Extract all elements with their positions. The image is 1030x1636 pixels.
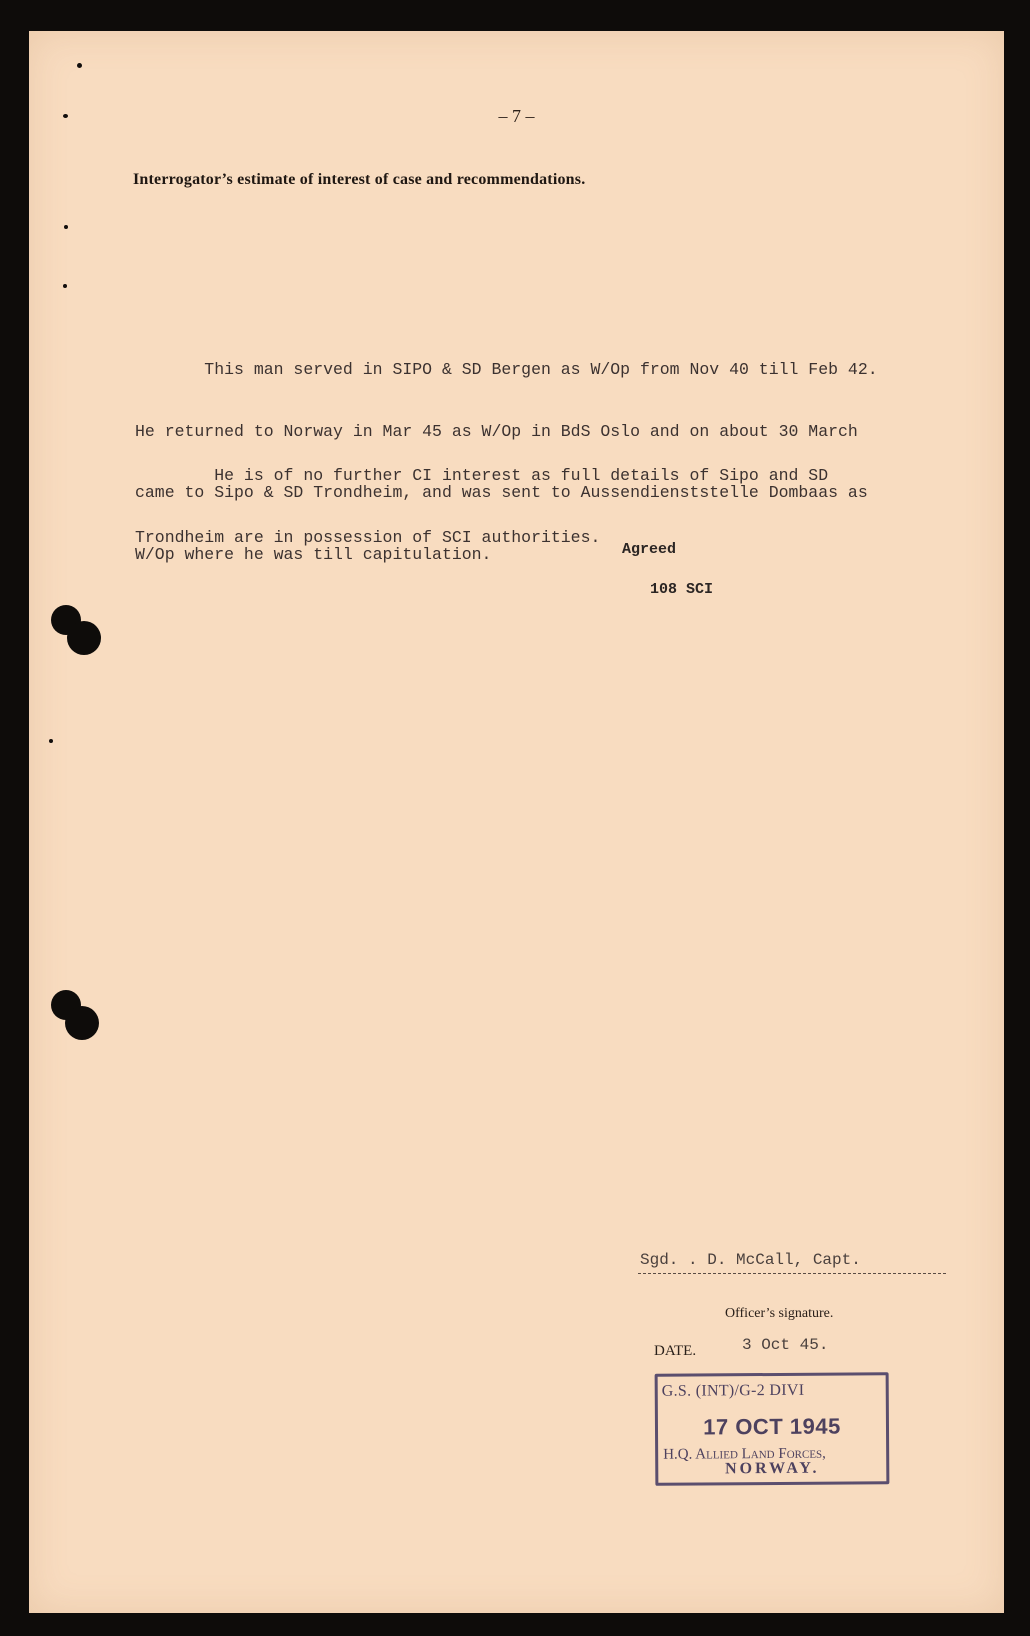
- stamp-line-1: G.S. (INT)/G-2 DIVI: [661, 1381, 805, 1400]
- text-line: W/Op where he was till capitulation.: [135, 544, 492, 564]
- signature-line: [638, 1273, 946, 1274]
- margin-mark: [77, 63, 82, 68]
- agreed-unit: 108 SCI: [650, 581, 714, 598]
- page-number: – 7 –: [498, 106, 535, 126]
- punch-hole: [67, 621, 101, 655]
- stamp-line-3: H.Q. Allied Land Forces,: [663, 1445, 826, 1463]
- margin-mark: [63, 114, 68, 118]
- section-heading: Interrogator’s estimate of interest of case and recommendations.: [133, 171, 586, 188]
- margin-mark: [49, 739, 53, 743]
- signature-typed: Sgd. . D. McCall, Capt.: [640, 1251, 861, 1269]
- body-paragraph-2: [135, 425, 828, 589]
- text-line: Trondheim are in possession of SCI authorities.: [135, 527, 601, 547]
- text-line: He returned to Norway in Mar 45 as W/Op in BdS Oslo and on about 30 March: [135, 421, 858, 441]
- margin-mark: [63, 284, 67, 288]
- punch-hole: [65, 1006, 99, 1040]
- agreed-label: Agreed: [622, 541, 677, 558]
- text-line: He is of no further CI interest as full details of Sipo and SD: [135, 466, 829, 485]
- stamp-date: 17 OCT 1945: [703, 1413, 841, 1440]
- date-value: 3 Oct 45.: [742, 1336, 829, 1354]
- agreed-block: [586, 520, 713, 640]
- document-page: [29, 31, 1004, 1613]
- text-line: This man served in SIPO & SD Bergen as W/Op from Nov 40 till Feb 42.: [135, 360, 878, 379]
- stamp-line-4: NORWAY.: [725, 1459, 820, 1478]
- signature-caption: Officer’s signature.: [725, 1306, 834, 1321]
- received-stamp: [655, 1372, 890, 1486]
- date-label: DATE.: [654, 1343, 697, 1359]
- text-line: came to Sipo & SD Trondheim, and was sent to Aussendienststelle Dombaas as: [135, 483, 868, 502]
- margin-mark: [64, 225, 68, 229]
